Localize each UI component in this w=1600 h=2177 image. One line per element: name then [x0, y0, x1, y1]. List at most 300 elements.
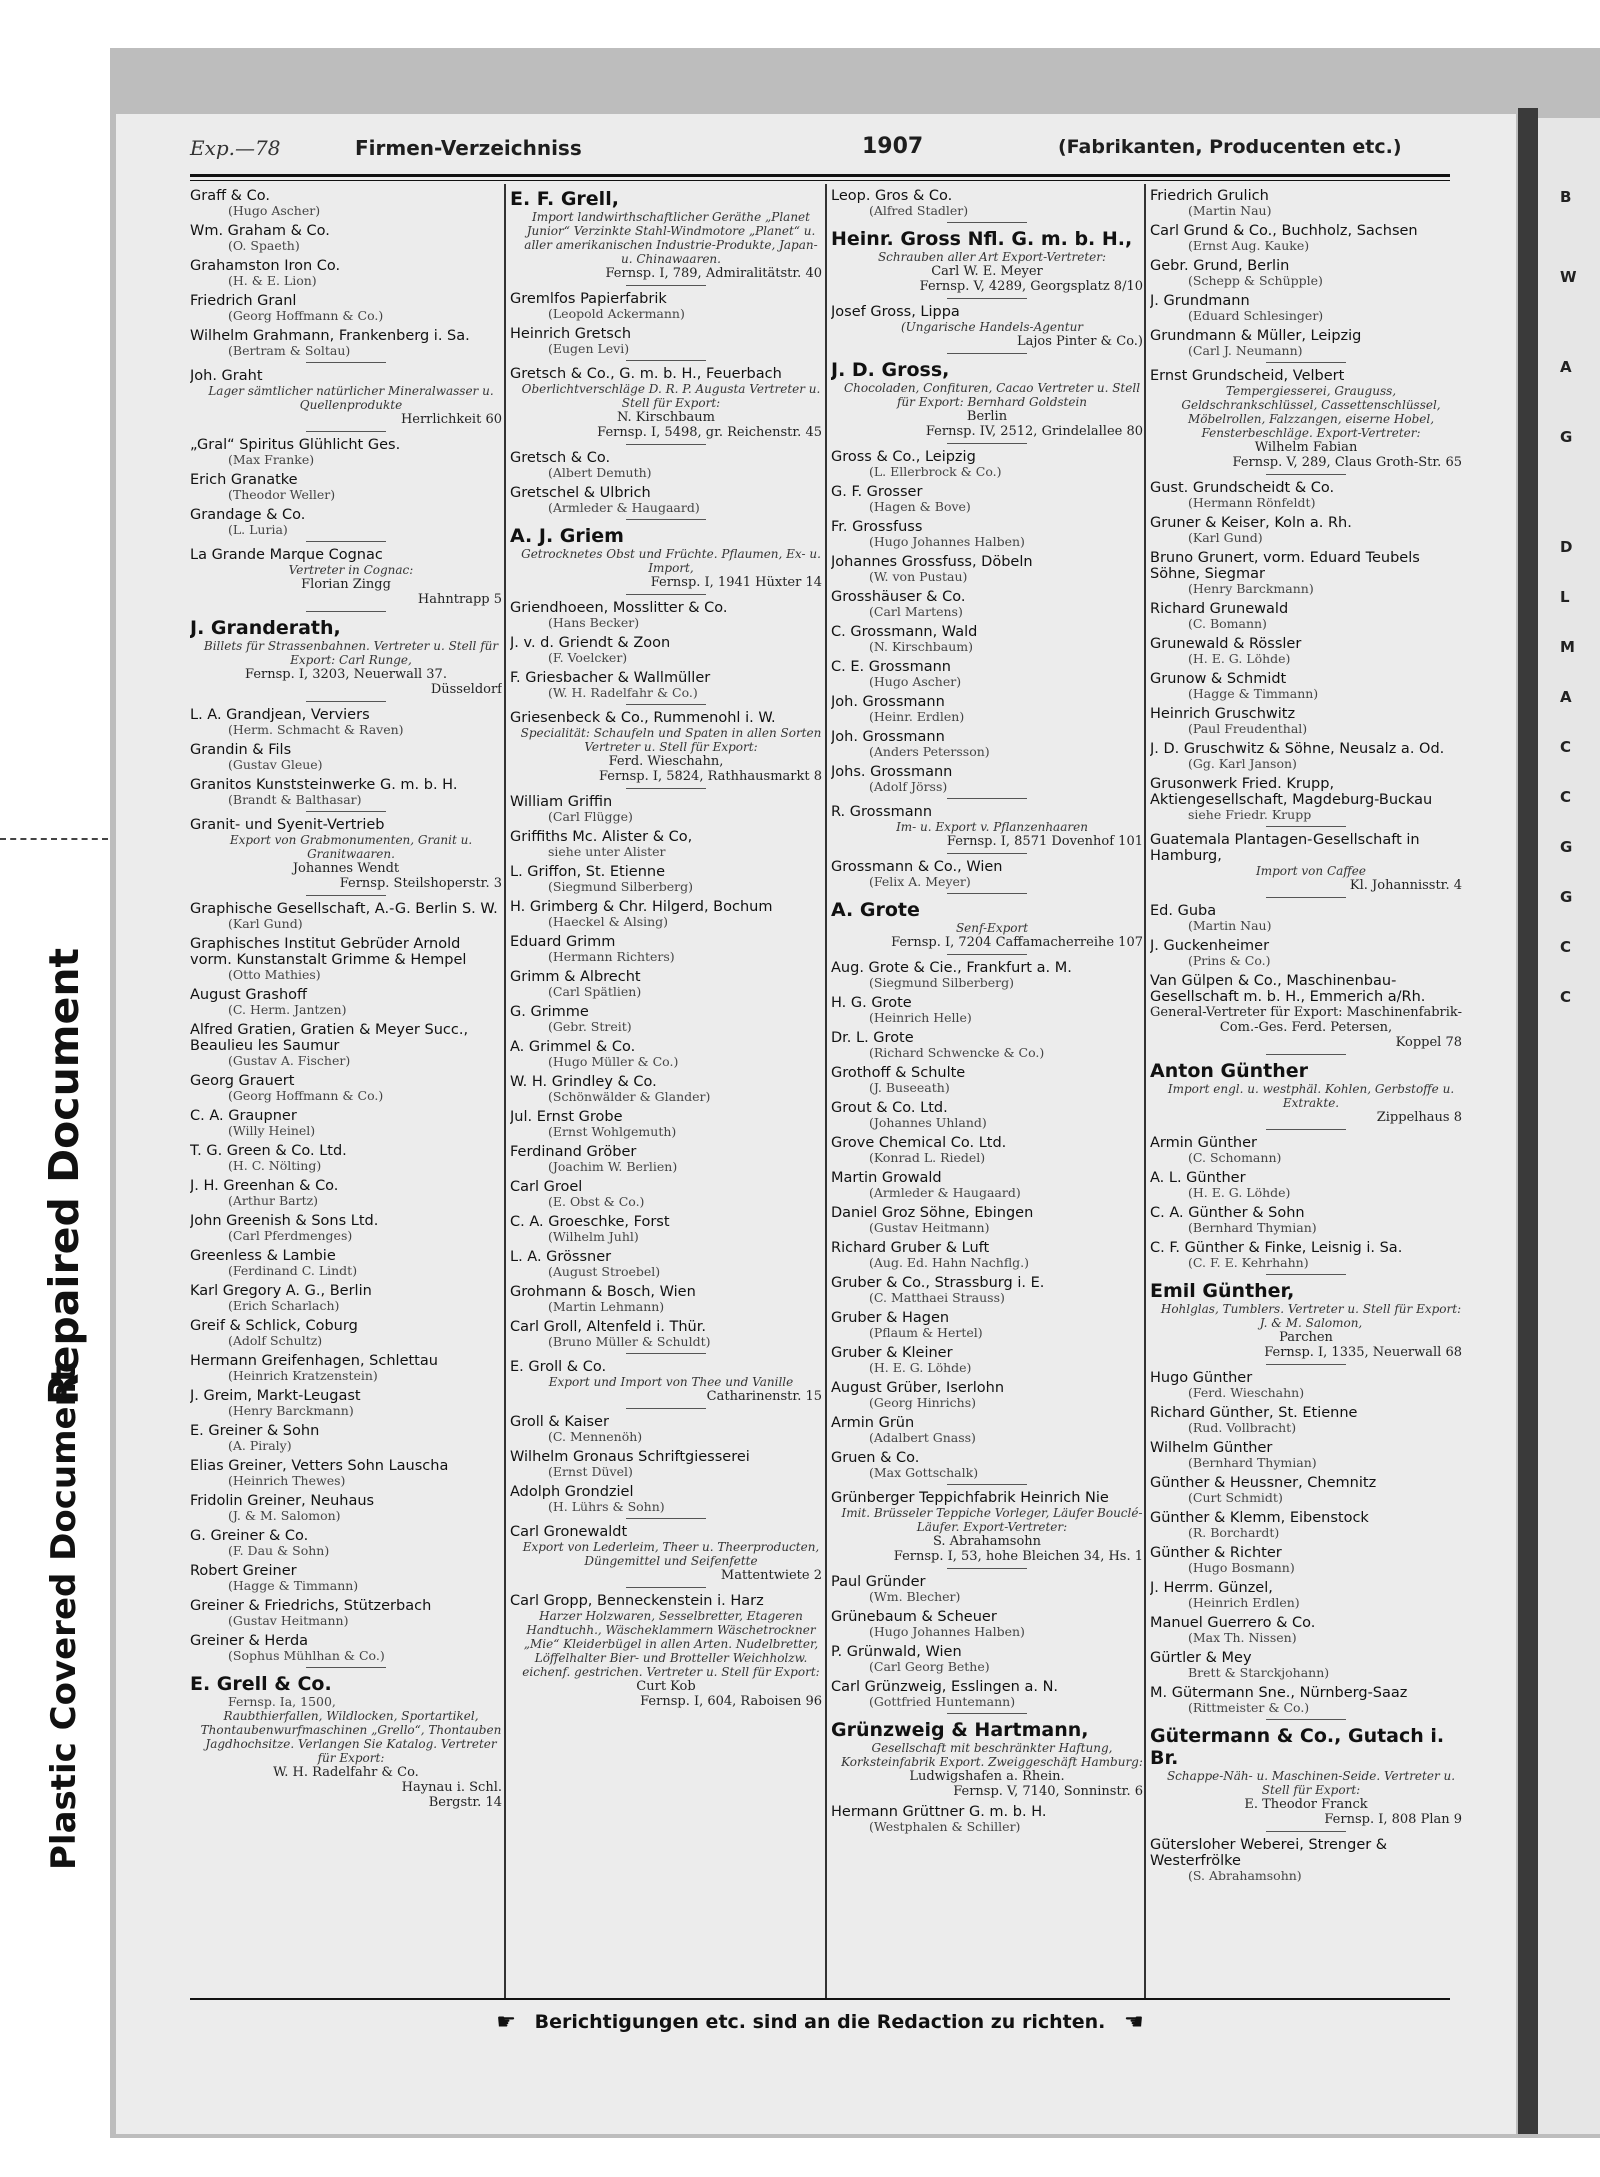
directory-entry [831, 1170, 1143, 1200]
column-divider [1144, 184, 1146, 1999]
company-name: Van Gülpen & Co., Maschinenbau-Gesellschaft m. b. H., Emmerich a/Rh. [1150, 973, 1426, 1005]
agent-name: (Schepp & Schüpple) [1188, 273, 1323, 288]
company-name: Groll & Kaiser [510, 1414, 609, 1430]
company-name: L. A. Grandjean, Verviers [190, 707, 370, 723]
agent-name: (August Stroebel) [548, 1264, 661, 1279]
address: Fernsp. I, 604, Raboisen 96 [640, 1694, 822, 1709]
company-name: W. H. Grindley & Co. [510, 1074, 657, 1090]
company-name: Hermann Greifenhagen, Schlettau [190, 1353, 438, 1369]
address: Fernsp. I, 789, Admiralitätstr. 40 [605, 266, 822, 281]
business-description: Specialität: Schaufeln und Spaten in allen Sorten Vertreter u. Stell für Export: [520, 726, 822, 754]
directory-entry [831, 995, 1143, 1025]
company-name: Johannes Grossfuss, Döbeln [831, 554, 1033, 570]
entry-separator [947, 1484, 1027, 1485]
company-name: Günther & Heussner, Chemnitz [1150, 1475, 1377, 1491]
business-description: Billets für Strassenbahnen. Vertreter u. Stell für Export: Carl Runge, [203, 639, 499, 667]
company-name: Gretsch & Co. [510, 450, 611, 466]
address: Fernsp. I, 8571 Dovenhof 101 [946, 834, 1143, 849]
directory-entry [190, 188, 502, 218]
directory-entry [831, 624, 1143, 654]
business-description: Hohlglas, Tumblers. Vertreter u. Stell für Export: J. & M. Salomon, [1160, 1302, 1462, 1330]
representative: Johannes Wendt [292, 861, 400, 876]
directory-entry [190, 1318, 502, 1348]
company-name: Adolph Grondziel [510, 1484, 634, 1500]
directory-entry [510, 188, 822, 286]
address: Fernsp. Steilshoperstr. 3 [339, 876, 502, 891]
footer-note: Berichtigungen etc. sind an die Redaction zu richten. [534, 2011, 1106, 2033]
agent-name: (Konrad L. Riedel) [869, 1150, 986, 1165]
directory-column-3 [831, 188, 1143, 1998]
directory-entry [190, 1108, 502, 1138]
company-name: Gross & Co., Leipzig [831, 449, 976, 465]
company-name: Ed. Guba [1150, 903, 1217, 919]
directory-entry [510, 326, 822, 361]
directory-entry [831, 188, 1143, 223]
directory-entry [510, 1179, 822, 1209]
entry-separator [947, 298, 1027, 299]
company-name: Grosshäuser & Co. [831, 589, 966, 605]
agent-name: (Arthur Bartz) [228, 1193, 319, 1208]
company-name: Graff & Co. [190, 188, 270, 204]
directory-entry [190, 1178, 502, 1208]
address: Catharinenstr. 15 [706, 1389, 822, 1404]
company-name: William Griffin [510, 794, 613, 810]
agent-name: (Gustav Gleue) [228, 757, 323, 772]
directory-entry [510, 899, 822, 929]
company-name: Gremlfos Papierfabrik [510, 291, 667, 307]
company-name: C. Grossmann, Wald [831, 624, 978, 640]
agent-name: (Hermann Rönfeldt) [1188, 495, 1316, 510]
entry-separator [1266, 897, 1346, 898]
directory-entry [510, 670, 822, 705]
business-description: Export von Lederleim, Theer u. Theerproducten, Düngemittel und Seifenfette [522, 1540, 820, 1568]
entry-separator [947, 954, 1027, 955]
agent-name: (Rud. Vollbracht) [1188, 1420, 1297, 1435]
company-name: August Grüber, Iserlohn [831, 1380, 1005, 1396]
entry-separator [626, 1408, 706, 1409]
adjacent-page-letter: A [1560, 358, 1572, 376]
address: Bergstr. 14 [428, 1795, 502, 1810]
company-name: Griffiths Mc. Alister & Co, [510, 829, 693, 845]
entry-separator [626, 1587, 706, 1588]
business-description: Getrocknetes Obst und Früchte. Pflaumen, Ex- u. Import, [521, 547, 821, 575]
directory-entry [510, 710, 822, 789]
company-name: A. J. Griem [510, 525, 624, 547]
address: Fernsp. I, 5824, Rathhausmarkt 8 [599, 769, 822, 784]
business-description: (Ungarische Handels-Agentur [900, 320, 1084, 334]
directory-entry [190, 1073, 502, 1103]
directory-entry [190, 1633, 502, 1668]
agent-name: (Georg Hinrichs) [869, 1395, 977, 1410]
agent-name: (H. E. G. Löhde) [1188, 1185, 1291, 1200]
company-name: C. F. Günther & Finke, Leisnig i. Sa. [1150, 1240, 1403, 1256]
company-name: Wilhelm Gronaus Schriftgiesserei [510, 1449, 750, 1465]
company-name: J. D. Gruschwitz & Söhne, Neusalz a. Od. [1150, 741, 1445, 757]
company-name: Granitos Kunststeinwerke G. m. b. H. [190, 777, 458, 793]
address: Fernsp. I, 53, hohe Bleichen 34, Hs. 1 [893, 1549, 1143, 1564]
business-description: Import landwirthschaftlicher Geräthe „Planet Junior“ Verzinkte Stahl-Windmotore „Planet“ u. aller amerikanischen Industrie-Produkte, Japan- u. Chinawaaren. [524, 210, 818, 266]
company-name: R. Grossmann [831, 804, 933, 820]
company-name: Armin Grün [831, 1415, 915, 1431]
agent-name: (Carl Georg Bethe) [869, 1659, 990, 1674]
agent-name: (Schönwälder & Glander) [548, 1089, 711, 1104]
directory-entry [831, 804, 1143, 854]
company-name: Aug. Grote & Cie., Frankfurt a. M. [831, 960, 1072, 976]
agent-name: Brett & Starckjohann) [1188, 1665, 1330, 1680]
adjacent-page-letter: C [1560, 988, 1572, 1006]
page-subtitle: (Fabrikanten, Producenten etc.) [1058, 136, 1402, 158]
agent-name: (Carl Spätlien) [548, 984, 642, 999]
adjacent-page-letter: W [1560, 268, 1577, 286]
agent-name: (Gustav Heitmann) [869, 1220, 990, 1235]
directory-entry [1150, 832, 1462, 898]
company-name: Grohmann & Bosch, Wien [510, 1284, 696, 1300]
company-name: Griesenbeck & Co., Rummenohl i. W. [510, 710, 776, 726]
agent-name: (Hagge & Timmann) [228, 1578, 359, 1593]
agent-name: (Adolf Jörss) [869, 779, 948, 794]
agent-name: (R. Borchardt) [1188, 1525, 1280, 1540]
agent-name: siehe unter Alister [548, 844, 666, 859]
business-description: Chocoladen, Confituren, Cacao Vertreter u. Stell für Export: Bernhard Goldstein [843, 381, 1141, 409]
entry-separator [1266, 1831, 1346, 1832]
directory-entry [190, 547, 502, 612]
directory-entry [190, 1248, 502, 1278]
agent-name: (Georg Hoffmann & Co.) [228, 308, 384, 323]
business-description: Imit. Brüsseler Teppiche Vorleger, Läufer Bouclé-Läufer. Export-Vertreter: [841, 1506, 1143, 1534]
directory-entry [510, 1109, 822, 1139]
directory-entry [510, 934, 822, 964]
address: Fernsp. I, 1335, Neuerwall 68 [1264, 1345, 1462, 1360]
business-description: Raubthierfallen, Wildlocken, Sportartikel, Thontaubenwurfmaschinen „Grello“, Thontauben Jagdhochsitze. Verlangen Sie Katalog. Vertreter für Export: [200, 1709, 502, 1765]
directory-entry [190, 1423, 502, 1453]
company-name: Grout & Co. Ltd. [831, 1100, 948, 1116]
entry-separator [306, 1667, 386, 1668]
entry-separator [626, 788, 706, 789]
company-name: Gretsch & Co., G. m. b. H., Feuerbach [510, 366, 782, 382]
company-name: Friedrich Grulich [1150, 188, 1269, 204]
address: Haynau i. Schl. [401, 1780, 502, 1795]
company-name: J. v. d. Griendt & Zoon [510, 635, 671, 651]
company-name: Griendhoeen, Mosslitter & Co. [510, 600, 728, 616]
directory-entry [1150, 480, 1462, 510]
directory-entry [510, 1524, 822, 1588]
company-name: P. Grünwald, Wien [831, 1644, 962, 1660]
directory-entry [831, 1450, 1143, 1485]
agent-name: (H. Lührs & Sohn) [548, 1499, 665, 1514]
entry-separator [1266, 1719, 1346, 1720]
representative: Berlin [966, 409, 1008, 424]
directory-entry [190, 293, 502, 323]
directory-entry [1150, 741, 1462, 771]
directory-entry [190, 1528, 502, 1558]
company-name: Fridolin Greiner, Neuhaus [190, 1493, 375, 1509]
adjacent-page-letter: C [1560, 938, 1572, 956]
adjacent-page-letter: C [1560, 738, 1572, 756]
agent-name: (H. C. Nölting) [228, 1158, 322, 1173]
company-name: Gütermann & Co., Gutach i. Br. [1150, 1725, 1445, 1769]
company-name: A. Grote [831, 899, 920, 921]
company-name: Heinr. Gross Nfl. G. m. b. H., [831, 228, 1133, 250]
company-name: Robert Greiner [190, 1563, 297, 1579]
business-description: Im- u. Export v. Pflanzenhaaren [896, 820, 1088, 834]
company-name: Grundmann & Müller, Leipzig [1150, 328, 1362, 344]
address: Herrlichkeit 60 [400, 412, 502, 427]
entry-separator [947, 353, 1027, 354]
directory-column-2 [510, 188, 822, 1998]
agent-name: (Martin Nau) [1188, 203, 1272, 218]
agent-name: (Johannes Uhland) [869, 1115, 987, 1130]
company-name: Eduard Grimm [510, 934, 616, 950]
company-name: J. Greim, Markt-Leugast [190, 1388, 361, 1404]
company-name: J. Herrm. Günzel, [1150, 1580, 1273, 1596]
company-name: Jul. Ernst Grobe [510, 1109, 623, 1125]
agent-name: (A. Piraly) [228, 1438, 292, 1453]
scanned-page [110, 48, 1600, 2138]
company-name: H. G. Grote [831, 995, 912, 1011]
directory-entry [510, 1074, 822, 1104]
business-description: Import von Caffee [1256, 864, 1366, 878]
company-name: Ferdinand Gröber [510, 1144, 637, 1160]
agent-name: (Adolf Schultz) [228, 1333, 323, 1348]
company-name: Grandage & Co. [190, 507, 306, 523]
directory-entry [510, 1249, 822, 1279]
representative: Wilhelm Fabian [1254, 440, 1358, 455]
directory-entry [831, 694, 1143, 724]
agent-name: (Richard Schwencke & Co.) [869, 1045, 1045, 1060]
company-name: Günther & Richter [1150, 1545, 1282, 1561]
representative: Carl W. E. Meyer [931, 264, 1043, 279]
business-description: Lager sämtlicher natürlicher Mineralwasser u. Quellenprodukte [208, 384, 494, 412]
company-name: A. L. Günther [1150, 1170, 1246, 1186]
entry-separator [626, 1353, 706, 1354]
company-name: Grothoff & Schulte [831, 1065, 966, 1081]
agent-name: (Westphalen & Schiller) [869, 1819, 1021, 1834]
company-name: E. Greiner & Sohn [190, 1423, 320, 1439]
company-name: Martin Growald [831, 1170, 942, 1186]
directory-entry [831, 1644, 1143, 1674]
agent-name: (Willy Heinel) [228, 1123, 316, 1138]
business-description: Korksteinfabrik Export. Zweiggeschäft Hamburg: [841, 1755, 1143, 1769]
agent-name: (Hugo Johannes Halben) [869, 534, 1025, 549]
company-name: „Gral“ Spiritus Glühlicht Ges. [190, 437, 401, 453]
company-name: J. Grundmann [1150, 293, 1250, 309]
directory-entry [1150, 293, 1462, 323]
entry-separator [306, 895, 386, 896]
directory-entry [1150, 1405, 1462, 1435]
agent-name: (Bruno Müller & Schuldt) [548, 1334, 711, 1349]
agent-name: (Albert Demuth) [548, 465, 652, 480]
agent-name: (J. Buseeath) [869, 1080, 950, 1095]
business-description: Gesellschaft mit beschränkter Haftung, [871, 1741, 1113, 1755]
agent-name: (C. Schomann) [1188, 1150, 1282, 1165]
entry-separator [947, 798, 1027, 799]
agent-name: (F. Dau & Sohn) [228, 1543, 330, 1558]
company-name: Carl Grünzweig, Esslingen a. N. [831, 1679, 1059, 1695]
entry-separator [306, 811, 386, 812]
company-name: E. Groll & Co. [510, 1359, 607, 1375]
address: Fernsp. I, 7204 Caffamacherreihe 107 [891, 935, 1143, 950]
directory-entry [1150, 1135, 1462, 1165]
company-name: Joh. Grossmann [831, 729, 945, 745]
company-name: Bruno Grunert, vorm. Eduard Teubels Söhne, Siegmar [1150, 550, 1420, 582]
directory-entry [190, 368, 502, 432]
agent-name: (Georg Hoffmann & Co.) [228, 1088, 384, 1103]
agent-name: (Paul Freudenthal) [1188, 721, 1308, 736]
company-name: Wilhelm Günther [1150, 1440, 1273, 1456]
business-description: Vertreter in Cognac: [288, 563, 414, 577]
page-header [190, 132, 1450, 170]
directory-entry [190, 1493, 502, 1523]
directory-entry [1150, 1510, 1462, 1540]
agent-name: (Leopold Ackermann) [548, 306, 685, 321]
directory-entry [510, 1593, 822, 1709]
agent-name: (Max Gottschalk) [869, 1465, 979, 1480]
company-name: G. F. Grosser [831, 484, 923, 500]
directory-entry [831, 899, 1143, 955]
directory-entry [1150, 938, 1462, 968]
directory-entry [831, 1609, 1143, 1639]
entry-separator [1266, 1054, 1346, 1055]
agent-name: (Martin Nau) [1188, 918, 1272, 933]
company-name: Ernst Grundscheid, Velbert [1150, 368, 1345, 384]
company-name: Gruber & Co., Strassburg i. E. [831, 1275, 1045, 1291]
company-name: J. D. Gross, [831, 359, 950, 381]
adjacent-page-letter: A [1560, 688, 1572, 706]
business-description: Schappe-Näh- u. Maschinen-Seide. Vertreter u. Stell für Export: [1166, 1769, 1456, 1797]
directory-entry [1150, 550, 1462, 596]
company-name: Hugo Günther [1150, 1370, 1253, 1386]
directory-entry [831, 484, 1143, 514]
directory-entry [831, 554, 1143, 584]
entry-separator [626, 444, 706, 445]
entry-separator [947, 222, 1027, 223]
directory-entry [1150, 368, 1462, 475]
company-name: Wilhelm Grahmann, Frankenberg i. Sa. [190, 328, 470, 344]
directory-entry [190, 1673, 502, 1810]
adjacent-page-edge [1538, 118, 1600, 2134]
agent-name: (Gg. Karl Janson) [1188, 756, 1297, 771]
agent-name: (Herm. Schmacht & Raven) [228, 722, 404, 737]
column-divider [825, 184, 827, 1999]
company-name: Gretschel & Ulbrich [510, 485, 651, 501]
entry-separator [626, 704, 706, 705]
agent-name: (C. Mennenöh) [548, 1429, 643, 1444]
footer-rule [190, 1998, 1450, 2000]
entry-separator [306, 362, 386, 363]
company-name: Greiner & Herda [190, 1633, 309, 1649]
agent-name: (Hagge & Timmann) [1188, 686, 1319, 701]
entry-separator [306, 541, 386, 542]
agent-name: (Ferdinand C. Lindt) [228, 1263, 358, 1278]
directory-entry [831, 359, 1143, 444]
directory-entry [190, 1458, 502, 1488]
directory-entry [190, 1388, 502, 1418]
address: Kl. Johannisstr. 4 [1349, 878, 1462, 893]
entry-separator [1266, 362, 1346, 363]
business-description: Senf-Export [955, 921, 1029, 935]
business-description: Tempergiesserei, Grauguss, Geldschrankschlüssel, Cassettenschlüssel, Möbelrollen, Falzzangen, eiserne Hobel, Fensterbeschläge. Export-Vertreter: [1181, 384, 1441, 440]
agent-name: (Karl Gund) [228, 916, 303, 931]
agent-name: (L. Luria) [228, 522, 288, 537]
directory-entry [190, 742, 502, 772]
adjacent-page-letter: D [1560, 538, 1573, 556]
company-name: Graphische Gesellschaft, A.-G. Berlin S. W. [190, 901, 498, 917]
directory-entry [831, 1679, 1143, 1714]
entry-separator [626, 360, 706, 361]
directory-entry [831, 764, 1143, 799]
company-name: Gürtler & Mey [1150, 1650, 1252, 1666]
representative: Ferd. Wieschahn, [608, 754, 724, 769]
company-name: Armin Günther [1150, 1135, 1257, 1151]
directory-entry [510, 1214, 822, 1244]
agent-name: (Ernst Wohlgemuth) [548, 1124, 677, 1139]
directory-entry [831, 589, 1143, 619]
company-name: C. A. Günther & Sohn [1150, 1205, 1305, 1221]
agent-name: (Sophus Mühlhan & Co.) [228, 1648, 385, 1663]
agent-name: (Hugo Ascher) [869, 674, 962, 689]
directory-entry [190, 777, 502, 812]
agent-name: (H. E. G. Löhde) [1188, 651, 1291, 666]
pointing-hand-left-icon: ☚ [1123, 2010, 1144, 2035]
company-name: Grunow & Schmidt [1150, 671, 1287, 687]
directory-entry [831, 1205, 1143, 1235]
entry-separator [626, 519, 706, 520]
company-name: Karl Gregory A. G., Berlin [190, 1283, 372, 1299]
company-name: E. Grell & Co. [190, 1673, 332, 1695]
agent-name: (Gottfried Huntemann) [869, 1694, 1016, 1709]
entry-separator [947, 443, 1027, 444]
company-name: C. A. Groeschke, Forst [510, 1214, 670, 1230]
agent-name: (Gustav Heitmann) [228, 1613, 349, 1628]
company-name: Graphisches Institut Gebrüder Arnold vorm. Kunstanstalt Grimme & Hempel [190, 936, 467, 968]
entry-separator [947, 893, 1027, 894]
company-name: Leop. Gros & Co. [831, 188, 953, 204]
entry-separator [626, 285, 706, 286]
company-name: Paul Gründer [831, 1574, 926, 1590]
agent-name: (Wilhelm Juhl) [548, 1229, 639, 1244]
directory-entry [510, 1414, 822, 1444]
representative: General-Vertreter für Export: Maschinenfabrik-Com.-Ges. Ferd. Petersen, [1150, 1005, 1462, 1035]
company-name: G. Greiner & Co. [190, 1528, 309, 1544]
entry-separator [1266, 474, 1346, 475]
directory-entry [190, 507, 502, 542]
address: Fernsp. I, 5498, gr. Reichenstr. 45 [597, 425, 822, 440]
company-name: Elias Greiner, Vetters Sohn Lauscha [190, 1458, 449, 1474]
company-name: Carl Gropp, Benneckenstein i. Harz [510, 1593, 764, 1609]
representative: Ludwigshafen a. Rhein. [909, 1769, 1065, 1784]
directory-entry [831, 1719, 1143, 1799]
agent-name: (Armleder & Haugaard) [548, 500, 700, 515]
company-name: Anton Günther [1150, 1060, 1309, 1082]
agent-name: (C. Matthaei Strauss) [869, 1290, 1005, 1305]
address: Fernsp. IV, 2512, Grindelallee 80 [925, 424, 1143, 439]
company-name: J. H. Greenhan & Co. [190, 1178, 339, 1194]
agent-name: (Carl Pferdmenges) [228, 1228, 353, 1243]
directory-entry [1150, 1240, 1462, 1275]
company-name: Grove Chemical Co. Ltd. [831, 1135, 1007, 1151]
agent-name: (Hermann Richters) [548, 949, 675, 964]
directory-entry [1150, 1725, 1462, 1832]
company-name: Hermann Grüttner G. m. b. H. [831, 1804, 1047, 1820]
directory-entry [510, 1039, 822, 1069]
company-name: Grünebaum & Scheuer [831, 1609, 997, 1625]
directory-column-4 [1150, 188, 1462, 1998]
agent-name: Fernsp. Ia, 1500, [228, 1694, 336, 1709]
page-year: 1907 [862, 134, 924, 159]
company-name: E. F. Grell, [510, 188, 619, 210]
agent-name: (Erich Scharlach) [228, 1298, 340, 1313]
company-name: Josef Gross, Lippa [831, 304, 960, 320]
